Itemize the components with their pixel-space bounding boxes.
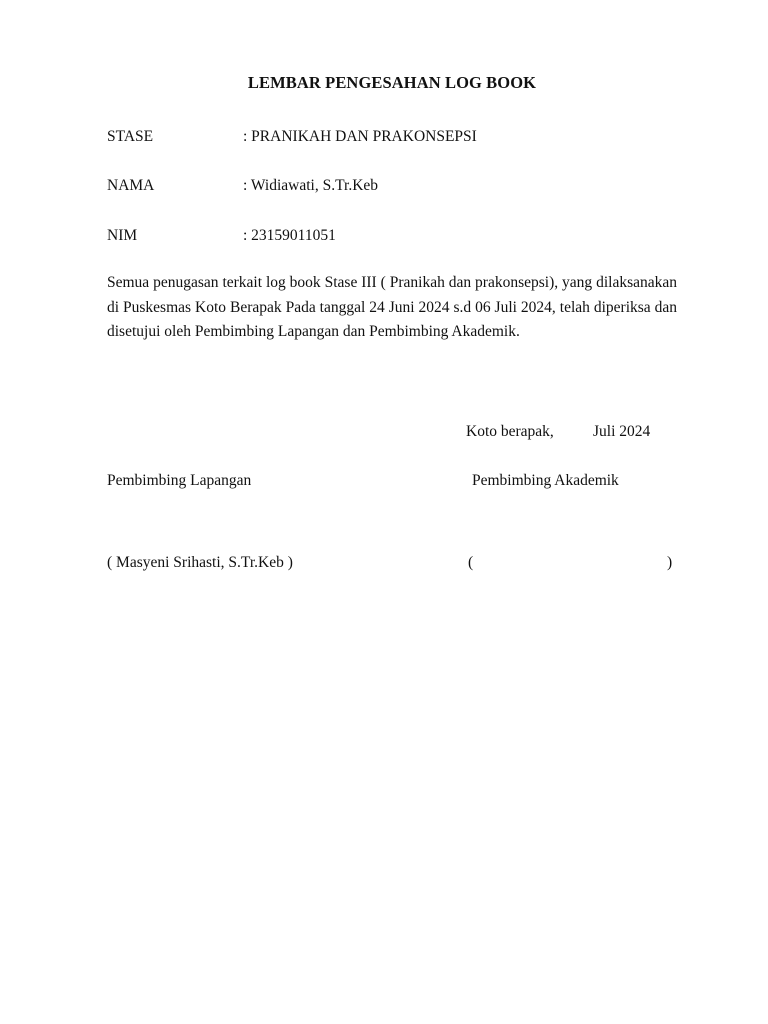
page-title: LEMBAR PENGESAHAN LOG BOOK bbox=[247, 73, 537, 92]
signing-date: Juli 2024 bbox=[593, 423, 651, 440]
right-signer-title: Pembimbing Akademik bbox=[472, 472, 619, 489]
nim-value: : 23159011051 bbox=[243, 227, 336, 244]
nama-value: : Widiawati, S.Tr.Keb bbox=[243, 177, 379, 194]
nama-label: NAMA bbox=[107, 177, 155, 194]
right-signer-paren-close: ) bbox=[667, 554, 673, 571]
approval-paragraph: Semua penugasan terkait log book Stase III ( Pranikah dan prakonsepsi), yang dilaksanakan di Puskesmas Koto Berapak Pada tanggal 24 Juni 2024 s.d 06 Juli 2024, telah diperiksa dan disetujui oleh Pembimbing Lapangan dan Pembimbing Akademik. bbox=[107, 274, 677, 340]
left-signer-title: Pembimbing Lapangan bbox=[107, 472, 252, 489]
stase-value: : PRANIKAH DAN PRAKONSEPSI bbox=[243, 128, 477, 145]
signing-place: Koto berapak, bbox=[466, 423, 554, 440]
stase-label: STASE bbox=[107, 128, 154, 145]
right-signer-paren-open: ( bbox=[468, 554, 474, 571]
left-signer-name: ( Masyeni Srihasti, S.Tr.Keb ) bbox=[107, 554, 293, 571]
nim-label: NIM bbox=[107, 227, 138, 244]
